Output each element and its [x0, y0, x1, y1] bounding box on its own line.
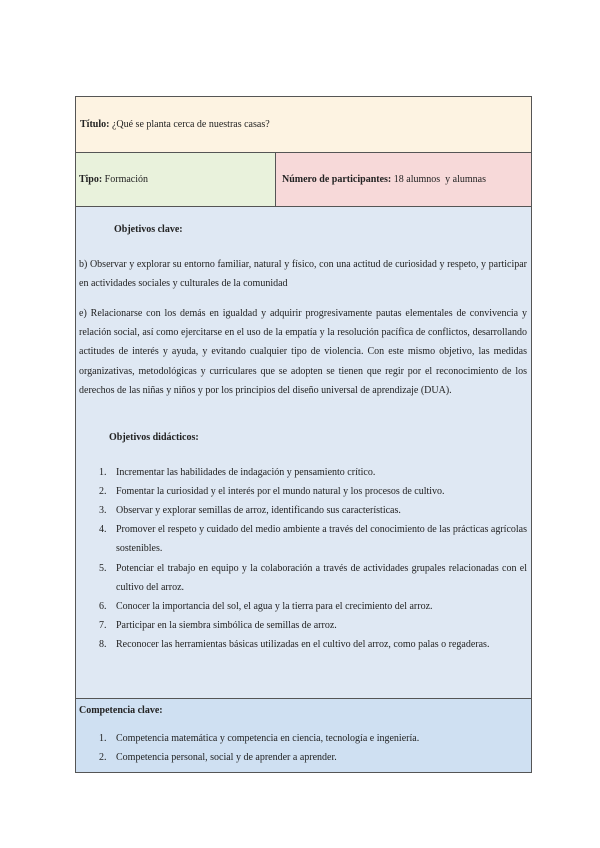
- didactic-item: 8. Reconocer las herramientas básicas utilizadas en el cultivo del arroz, como palas o regaderas.: [99, 639, 490, 650]
- type-cell: [76, 153, 276, 206]
- competence-heading: Competencia clave:: [79, 705, 163, 716]
- objectives-row: [76, 207, 531, 699]
- objectives-didactic-heading: Objetivos didácticos:: [109, 432, 199, 443]
- title-row: [76, 97, 531, 153]
- objective-e: e) Relacionarse con los demás en igualdad y adquirir progresivamente pautas elementales de convivencia y relación social, así como ejercitarse en el uso de la empatía y la resolución pacífica de conflictos, desarrollando actitudes de interés y ayuda, y evitando cualquier tipo de violencia. Con este mismo objetivo, las medidas organizativas, metodológicas y curriculares que se adopten se tienen que regir por el reconocimiento de los derechos de las niñas y niños y por los principios del diseño universal de aprendizaje (DUA).: [79, 308, 527, 396]
- objectives-key-heading: Objetivos clave:: [114, 224, 183, 235]
- title-label: Título:: [80, 119, 110, 130]
- participants-label: Número de participantes:: [282, 174, 392, 185]
- activity-table: [75, 96, 532, 773]
- didactic-item: 1. Incrementar las habilidades de indagación y pensamiento crítico.: [99, 467, 376, 478]
- type-row: [76, 153, 531, 207]
- didactic-item: 5. Potenciar el trabajo en equipo y la colaboración a través de actividades grupales relacionadas con el cultivo del arroz.: [99, 563, 527, 594]
- didactic-item: 3. Observar y explorar semillas de arroz, identificando sus características.: [99, 505, 401, 516]
- participants-value: 18 alumnos y alumnas: [393, 174, 486, 185]
- participants-cell: [276, 153, 531, 206]
- type-value: Formación: [104, 174, 148, 185]
- competence-item: 2. Competencia personal, social y de aprender a aprender.: [99, 752, 337, 763]
- competence-item: 1. Competencia matemática y competencia en ciencia, tecnología e ingeniería.: [99, 733, 420, 744]
- didactic-item: 2. Fomentar la curiosidad y el interés por el mundo natural y los procesos de cultivo.: [99, 486, 445, 497]
- type-label: Tipo:: [79, 174, 103, 185]
- didactic-item: 4. Promover el respeto y cuidado del medio ambiente a través del conocimiento de las prácticas agrícolas sostenibles.: [99, 524, 527, 555]
- didactic-item: 6. Conocer la importancia del sol, el agua y la tierra para el crecimiento del arroz.: [99, 601, 433, 612]
- objective-b: b) Observar y explorar su entorno familiar, natural y físico, con una actitud de curiosidad y respeto, y participar en actividades sociales y culturales de la comunidad: [79, 259, 527, 290]
- competence-row: [76, 699, 531, 772]
- title-value: ¿Qué se planta cerca de nuestras casas?: [111, 119, 270, 130]
- didactic-item: 7. Participar en la siembra simbólica de semillas de arroz.: [99, 620, 337, 631]
